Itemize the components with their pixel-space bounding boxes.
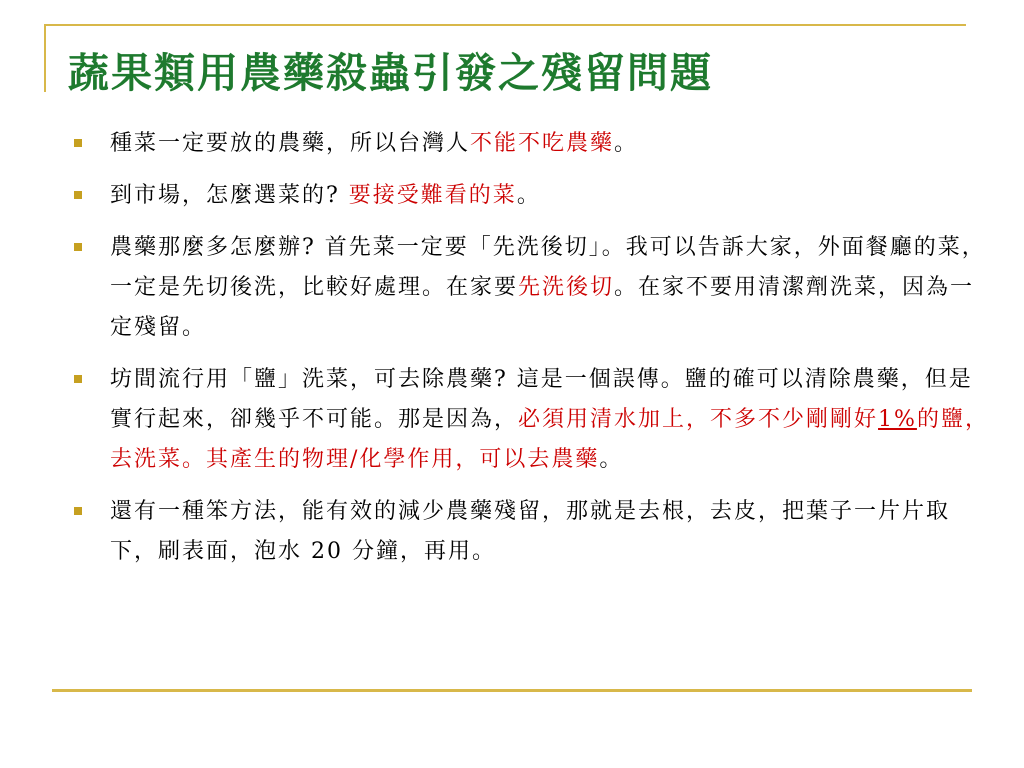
square-bullet-icon: [74, 139, 82, 147]
left-accent-rule: [44, 24, 46, 92]
bullet-item: 坊間流行用「鹽」洗菜，可去除農藥? 這是一個誤傳。鹽的確可以清除農藥，但是實行起來，卻幾乎不可能。那是因為，必須用清水加上，不多不少剛剛好1%的鹽，去洗菜。其產生的物理/化學作用，可以去農藥。: [72, 360, 992, 480]
top-rule: [44, 24, 966, 26]
square-bullet-icon: [74, 507, 82, 515]
bullet-item: 種菜一定要放的農藥，所以台灣人不能不吃農藥。: [72, 124, 992, 164]
bullet-list: [72, 124, 992, 584]
square-bullet-icon: [74, 375, 82, 383]
bottom-rule: [52, 689, 972, 692]
slide-title: 蔬果類用農藥殺蟲引發之殘留問題: [68, 49, 713, 97]
square-bullet-icon: [74, 191, 82, 199]
bullet-item: 農藥那麼多怎麼辦? 首先菜一定要「先洗後切」。我可以告訴大家，外面餐廳的菜，一定是先切後洗，比較好處理。在家要先洗後切。在家不要用清潔劑洗菜，因為一定殘留。: [72, 228, 992, 348]
bullet-item: 還有一種笨方法，能有效的減少農藥殘留，那就是去根，去皮，把葉子一片片取下，刷表面，泡水 20 分鐘，再用。: [72, 492, 992, 572]
square-bullet-icon: [74, 243, 82, 251]
bullet-item: 到市場，怎麼選菜的? 要接受難看的菜。: [72, 176, 992, 216]
